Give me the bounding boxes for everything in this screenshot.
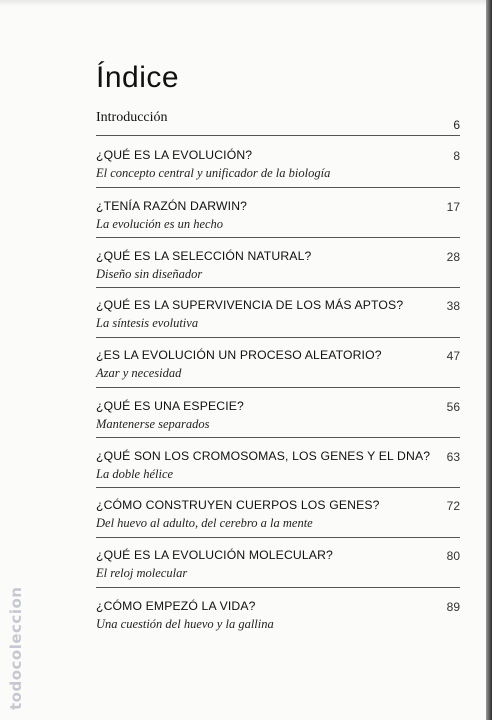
toc-entry (96, 497, 460, 535)
toc-entry-question: ¿QUÉ ES LA EVOLUCIÓN? (96, 148, 253, 162)
divider (96, 387, 460, 388)
toc-entry-question: ¿QUÉ ES LA SELECCIÓN NATURAL? (96, 249, 312, 263)
toc-entry-subtitle: Azar y necesidad (96, 366, 182, 380)
toc-entry-page: 63 (446, 450, 460, 464)
toc-entry (96, 398, 460, 436)
divider (96, 537, 460, 538)
toc-entry-page: 56 (446, 400, 460, 414)
toc-entry-page: 47 (446, 349, 460, 363)
toc-entry-page: 8 (453, 149, 460, 163)
page-top-shadow (0, 0, 492, 6)
toc-entry (96, 547, 460, 585)
divider (96, 237, 460, 238)
toc-entry (96, 347, 460, 385)
toc-entry-subtitle: La síntesis evolutiva (96, 316, 199, 330)
toc-entry-subtitle: Una cuestión del huevo y la gallina (96, 617, 274, 631)
toc-entry (96, 198, 460, 236)
toc-entry (96, 598, 460, 636)
divider (96, 187, 460, 188)
divider (96, 487, 460, 488)
toc-entry-question: ¿QUÉ SON LOS CROMOSOMAS, LOS GENES Y EL DNA? (96, 449, 431, 463)
toc-entry-subtitle: La doble hélice (96, 467, 174, 481)
toc-entry-question: ¿CÓMO CONSTRUYEN CUERPOS LOS GENES? (96, 498, 380, 512)
toc-entry-subtitle: El concepto central y unificador de la biología (96, 166, 331, 180)
toc-entry-page: 28 (446, 250, 460, 264)
toc-intro (96, 109, 460, 133)
toc-entry (96, 448, 460, 486)
toc-entry-subtitle: La evolución es un hecho (96, 217, 224, 231)
divider (96, 287, 460, 288)
toc-intro-page: 6 (453, 118, 460, 132)
toc-entry-subtitle: El reloj molecular (96, 566, 188, 580)
page-title: Índice (96, 61, 180, 94)
toc-entry-page: 89 (446, 600, 460, 614)
divider (96, 337, 460, 338)
toc-entry-page: 17 (446, 200, 460, 214)
toc-entry-question: ¿QUÉ ES LA SUPERVIVENCIA DE LOS MÁS APTOS? (96, 298, 404, 312)
divider (96, 135, 460, 136)
toc-entry-page: 80 (446, 549, 460, 563)
divider (96, 587, 460, 588)
toc-intro-label: Introducción (96, 110, 168, 125)
divider (96, 437, 460, 438)
toc-entry (96, 248, 460, 286)
watermark: todocoleccion (7, 586, 25, 710)
toc-entry-subtitle: Mantenerse separados (96, 417, 210, 431)
toc-entry-question: ¿QUÉ ES LA EVOLUCIÓN MOLECULAR? (96, 548, 333, 562)
toc-entry-question: ¿CÓMO EMPEZÓ LA VIDA? (96, 599, 256, 613)
toc-entry-page: 72 (446, 499, 460, 513)
toc-entry (96, 297, 460, 335)
toc-entry-question: ¿QUÉ ES UNA ESPECIE? (96, 399, 244, 413)
toc-entry-page: 38 (446, 299, 460, 313)
page-binding-edge (486, 0, 492, 720)
toc-entry-subtitle: Del huevo al adulto, del cerebro a la mente (96, 516, 313, 530)
toc-entry-question: ¿TENÍA RAZÓN DARWIN? (96, 199, 248, 213)
toc-entry (96, 147, 460, 185)
toc-entry-subtitle: Diseño sin diseñador (96, 267, 203, 281)
toc-entry-question: ¿ES LA EVOLUCIÓN UN PROCESO ALEATORIO? (96, 348, 382, 362)
